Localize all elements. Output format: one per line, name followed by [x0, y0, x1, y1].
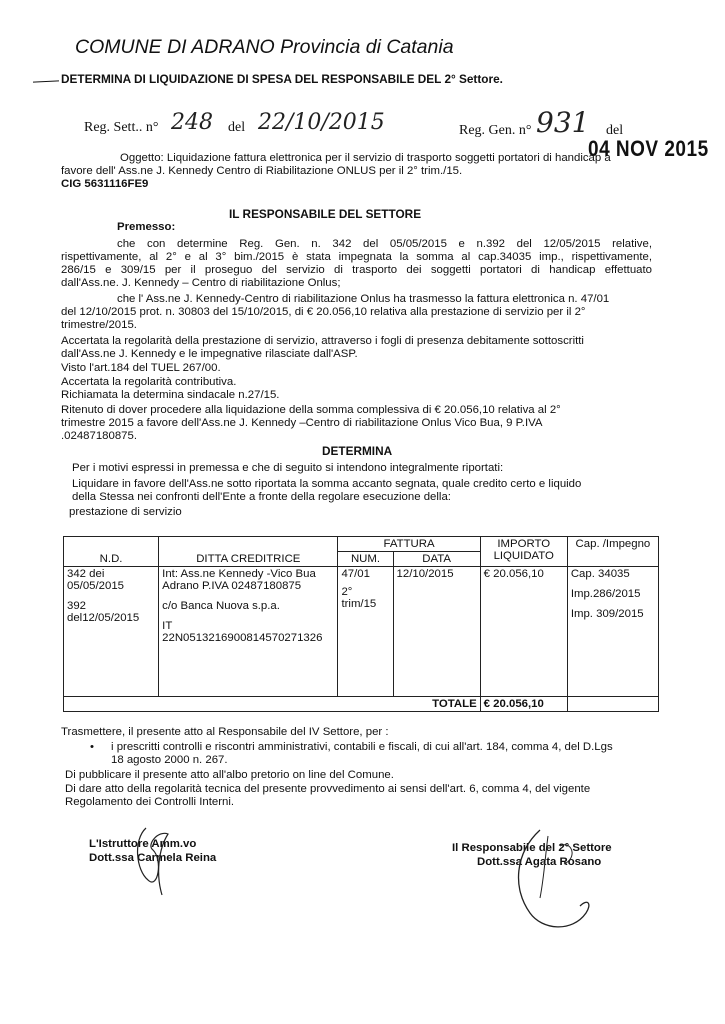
- determina-line-4: prestazione di servizio: [69, 506, 182, 518]
- left-signature-name: Dott.ssa Carmela Reina: [89, 852, 217, 864]
- premesso-line-5: che l' Ass.ne J. Kennedy-Centro di riabilitazione Onlus ha trasmesso la fattura elettronica n. 47/01: [117, 293, 610, 305]
- closing-line-3: Di dare atto della regolarità tecnica del presente provvedimento ai sensi dell'art. 6, comma 4, del vigente: [65, 783, 591, 795]
- right-handwritten-signature: [500, 818, 610, 938]
- closing-line-2: Di pubblicare il presente atto all'albo pretorio on line del Comune.: [65, 769, 394, 781]
- determina-heading: DETERMINA: [322, 444, 393, 458]
- premesso-line-14: trimestre 2015 a favore dell'Ass.ne J. Kennedy –Centro di riabilitazione Onlus Vico Bua, 9 P.IVA: [61, 417, 543, 429]
- premesso-line-12: Richiamata la determina sindacale n.27/15.: [61, 389, 280, 401]
- subject-line-2: favore dell' Ass.ne J. Kennedy Centro di Riabilitazione ONLUS per il 2° trim./15.: [61, 165, 463, 177]
- col-header-fattura: FATTURA: [338, 537, 480, 552]
- ditta-line: c/o Banca Nuova s.p.a.: [162, 600, 280, 612]
- col-header-nd: N.D.: [64, 537, 159, 567]
- premesso-heading: Premesso:: [117, 221, 176, 233]
- left-handwritten-signature: [128, 820, 188, 900]
- closing-bullet-1: i prescritti controlli e riscontri amministrativi, contabili e fiscali, di cui all'art. 184, comma 4, del D.Lgs: [111, 741, 613, 753]
- closing-bullet-1b: 18 agosto 2000 n. 267.: [111, 754, 228, 766]
- ditta-line: IT: [162, 620, 173, 632]
- col-header-num: NUM.: [338, 552, 393, 567]
- num-line: 47/01: [341, 568, 370, 580]
- bullet-icon: •: [90, 741, 94, 753]
- premesso-line-2: rispettivamente, al 2° e al 3° bim./2015 è stata impegnata la somma al cap.34035 imp., rispettivamente,: [61, 251, 652, 263]
- cig-code: CIG 5631116FE9: [61, 178, 149, 190]
- total-empty-cell: [567, 697, 658, 712]
- subject-line-1: Oggetto: Liquidazione fattura elettronica per il servizio di trasporto soggetti portatori di handicap a: [120, 152, 611, 164]
- reg-sett-label: Reg. Sett.. n°: [84, 120, 159, 135]
- cap-line: Imp. 309/2015: [570, 608, 644, 620]
- ditta-line: Int: Ass.ne Kennedy -Vico Bua: [162, 568, 316, 580]
- closing-line-1: Trasmettere, il presente atto al Responsabile del IV Settore, per :: [61, 726, 389, 738]
- table-header-row: [64, 537, 659, 552]
- cell-importo: € 20.056,10: [480, 567, 567, 697]
- nd-line: [67, 592, 155, 600]
- nd-line: 05/05/2015: [67, 580, 125, 592]
- col-header-cap: Cap. /Impegno: [567, 537, 658, 567]
- table-total-row: [64, 697, 659, 712]
- cell-nd: [64, 567, 159, 697]
- right-signature-name: Dott.ssa Agata Rosano: [477, 856, 602, 868]
- premesso-line-9: dall'Ass.ne J. Kennedy e le impegnative rilasciate dall'ASP.: [61, 348, 358, 360]
- page-title: COMUNE DI ADRANO Provincia di Catania: [75, 36, 454, 58]
- section-title: IL RESPONSABILE DEL SETTORE: [229, 207, 422, 221]
- reg-sett-number: 248: [171, 110, 213, 135]
- premesso-line-10: Visto l'art.184 del TUEL 267/00.: [61, 362, 221, 374]
- reg-sett-date: 22/10/2015: [258, 110, 385, 135]
- premesso-line-4: dall'Ass.ne. J. Kennedy – Centro di riabilitazione Onlus;: [61, 277, 341, 289]
- premesso-line-1: che con determine Reg. Gen. n. 342 del 05/05/2015 e n.392 del 12/05/2015 relative,: [117, 238, 652, 250]
- determina-line-2: Liquidare in favore dell'Ass.ne sotto riportata la somma accanto segnata, quale credito certo e liquido: [72, 478, 582, 490]
- reg-gen-del-label: del: [606, 123, 624, 138]
- closing-line-4: Regolamento dei Controlli Interni.: [65, 796, 235, 808]
- reg-sett-del-label: del: [228, 120, 246, 135]
- reg-gen-number: 931: [536, 106, 590, 139]
- total-label: TOTALE: [64, 697, 481, 712]
- premesso-line-3: 286/15 e 309/15 per il proseguo del servizio di trasporto dei soggetti portatori di handicap effettuato: [61, 264, 652, 276]
- determina-line-3: della Stessa nei confronti dell'Ente a fronte della regolare esecuzione della:: [72, 491, 451, 503]
- nd-line: del12/05/2015: [67, 612, 140, 624]
- premesso-line-11: Accertata la regolarità contributiva.: [61, 376, 237, 388]
- invoice-table: [63, 536, 659, 712]
- ditta-line: 22N0513216900814570271326: [162, 632, 323, 644]
- determina-line-1: Per i motivi espressi in premessa e che di seguito si intendono integralmente riportati:: [72, 462, 504, 474]
- cell-data: 12/10/2015: [393, 567, 480, 697]
- cell-cap: [567, 567, 658, 697]
- ditta-line: Adrano P.IVA 02487180875: [162, 580, 302, 592]
- cell-ditta: [159, 567, 338, 697]
- date-stamp: 04 NOV 2015: [588, 137, 709, 162]
- col-header-ditta: DITTA CREDITRICE: [159, 537, 338, 567]
- right-signature-role: Il Responsabile del 2° Settore: [452, 842, 612, 854]
- cell-num: [338, 567, 393, 697]
- col-header-importo: IMPORTO LIQUIDATO: [480, 537, 567, 567]
- nd-line: 392: [67, 600, 87, 612]
- total-value: € 20.056,10: [480, 697, 567, 712]
- cap-line: Cap. 34035: [570, 568, 630, 580]
- premesso-line-13: Ritenuto di dover procedere alla liquidazione della somma complessiva di € 20.056,10 relativa al 2°: [61, 404, 561, 416]
- left-signature-role: L'Istruttore Amm.vo: [89, 838, 197, 850]
- table-row: [64, 567, 659, 697]
- cap-line: Imp.286/2015: [570, 588, 641, 600]
- num-line: 2°: [341, 586, 353, 598]
- premesso-line-15: .02487180875.: [61, 430, 138, 442]
- col-header-data: DATA: [393, 552, 480, 567]
- document-subtitle: DETERMINA DI LIQUIDAZIONE DI SPESA DEL RESPONSABILE DEL 2° Settore.: [61, 72, 503, 86]
- nd-line: 342 dei: [67, 568, 105, 580]
- premesso-line-6: del 12/10/2015 prot. n. 30803 del 15/10/2015, di € 20.056,10 relativa alla prestazione di servizio per il 2°: [61, 306, 586, 318]
- num-line: trim/15: [341, 598, 377, 610]
- premesso-line-7: trimestre/2015.: [61, 319, 137, 331]
- dash-mark: [33, 80, 59, 82]
- premesso-line-8: Accertata la regolarità della prestazione di servizio, attraverso i fogli di presenza debitamente sottoscritti: [61, 335, 584, 347]
- reg-gen-label: Reg. Gen. n°: [459, 123, 532, 138]
